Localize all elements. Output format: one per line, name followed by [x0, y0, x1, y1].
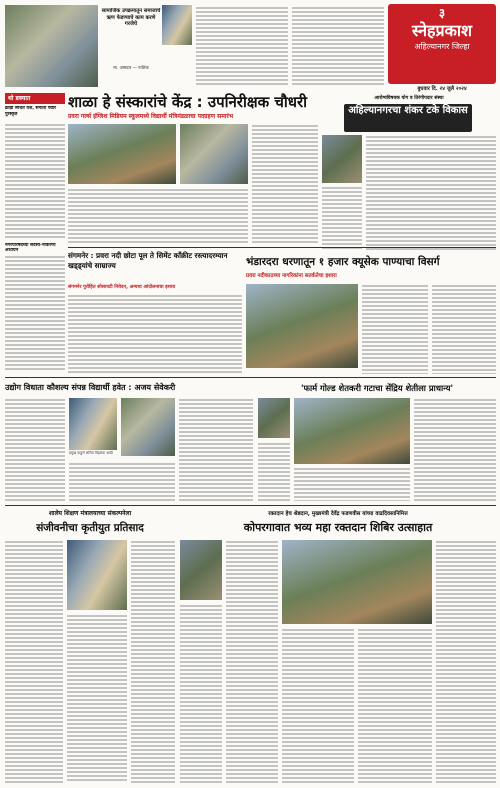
lead-body: [252, 124, 318, 244]
skills-headline: उद्योग विधाता कौशल्य संपन्न विद्यार्थी हवेत : अजय सेवेकरी: [5, 383, 176, 392]
topbar-byline: मा. आमदार — नाशिक: [113, 65, 149, 70]
blood-photo: [282, 540, 432, 624]
school-headline: संजीवनीचा कृतीयुत प्रतिसाद: [36, 522, 144, 534]
top-body-text-2: [292, 6, 384, 86]
skills-body-3: [179, 398, 253, 501]
shortnews-body: [5, 123, 65, 240]
farm-photo: [294, 398, 410, 464]
divider: [5, 505, 496, 506]
blood-body: [226, 540, 278, 783]
skills-body: [5, 398, 65, 501]
shortnews-tag: थो डक्यात: [5, 93, 65, 104]
lead-photo-1: [68, 124, 176, 184]
sangamner-body: [68, 294, 242, 374]
shortnews-nagar-label: नगरपरिषदेच्या सदस्य-नाकरणी अध्ययन: [5, 243, 56, 253]
lead-body-2: [68, 188, 248, 244]
school-kicker: शालेय शिक्षण मंत्रालयाच्या संकल्पनेला: [48, 510, 132, 517]
school-body: [5, 540, 63, 783]
bhandardara-body: [362, 284, 428, 374]
farm-headline: 'फार्म गोल्ड शेतकरी गटाचा सेंद्रिय शेतीला प्राधान्य': [300, 383, 454, 393]
masthead-subtitle: अहिल्यानगर जिल्हा: [414, 42, 470, 51]
farm-body: [414, 398, 496, 501]
top-body-text: [196, 6, 288, 86]
dam-portrait: [322, 135, 362, 183]
topbar-label: सामाजिक उपक्रमातून समाजाचे ऋण फेडण्याचे काम करणे गरजेचे: [101, 8, 161, 28]
divider: [5, 377, 496, 378]
farm-body-2: [258, 442, 290, 501]
skills-photo-2: [121, 398, 175, 456]
farm-portrait: [258, 398, 290, 438]
divider: [68, 247, 496, 248]
blood-body-5: [358, 628, 432, 783]
dam-kicker: आरोग्यविषयक योग व तिरंगीपदार संस्था: [374, 96, 444, 101]
bhandardara-headline: भंडारदरा धरणातून १ हजार क्यूसेक पाण्याचा विसर्ग: [246, 256, 440, 268]
shortnews-headline: क्रीडा स्पर्धेत यश, संगीता पवार पुरस्कृत: [5, 106, 57, 117]
masthead: [388, 4, 496, 84]
bhandardara-body-2: [432, 284, 496, 374]
dam-headline: अहिल्यानगरचा शंकर टके विकास: [344, 104, 472, 132]
shortnews-body-2: [5, 255, 65, 370]
school-photo: [67, 540, 127, 610]
skills-caption: प्रमुख पाहुणे ललित विहारवा आदी: [69, 451, 113, 455]
sangamner-subhead: संगमनेर पुरोहित सोसायटी निवेदन, अन्यथा आंदोलनाचा इशारा: [68, 285, 176, 290]
masthead-number: ३: [438, 6, 446, 20]
bhandardara-photo: [246, 284, 358, 368]
blood-body-2: [436, 540, 496, 783]
bhandardara-subhead: प्रवरा नदीकाठच्या नागरिकांना सतर्कतेचा इशारा: [246, 273, 337, 279]
blood-body-3: [180, 604, 222, 783]
blood-portrait: [180, 540, 222, 600]
school-body-3: [67, 614, 127, 783]
dam-body: [366, 135, 496, 251]
blood-kicker: रक्तदान हेच श्रेष्ठदान, मुख्यमंत्री देवेंद्र फडणवीस यांच्या वाढदिवसानिमित्त: [268, 511, 408, 517]
farm-body-3: [294, 467, 410, 501]
blood-headline: कोपरगावात भव्य महा रक्तदान शिबिर उत्साहात: [243, 521, 433, 534]
blood-body-4: [282, 628, 354, 783]
masthead-date: बुधवार दि. २४ जुलै २०२४: [417, 86, 467, 92]
lead-headline: शाळा हे संस्कारांचे केंद्र : उपनिरीक्षक चौधरी: [68, 93, 307, 111]
lead-photo-2: [180, 124, 248, 184]
sangamner-headline: संगमनेर : प्रवरा नदी छोटा पूल ते सिमेंट काँक्रीट रस्त्यादरम्यान खड्ड्यांचे साम्राज्य: [68, 251, 228, 270]
portrait-photo: [162, 5, 192, 45]
masthead-title: स्नेहप्रकाश: [412, 21, 472, 40]
skills-photo-1: [69, 398, 117, 450]
lead-subhead: प्रवरा गर्ल्स इंग्लिश मिडियम स्कूलमध्ये विद्यार्थी मंत्रिमंडळाचा पदग्रहण समारंभ: [68, 113, 234, 120]
skills-body-2: [69, 462, 175, 501]
header-photo: [5, 5, 98, 87]
dam-body-2: [322, 186, 362, 251]
school-body-2: [131, 540, 175, 783]
